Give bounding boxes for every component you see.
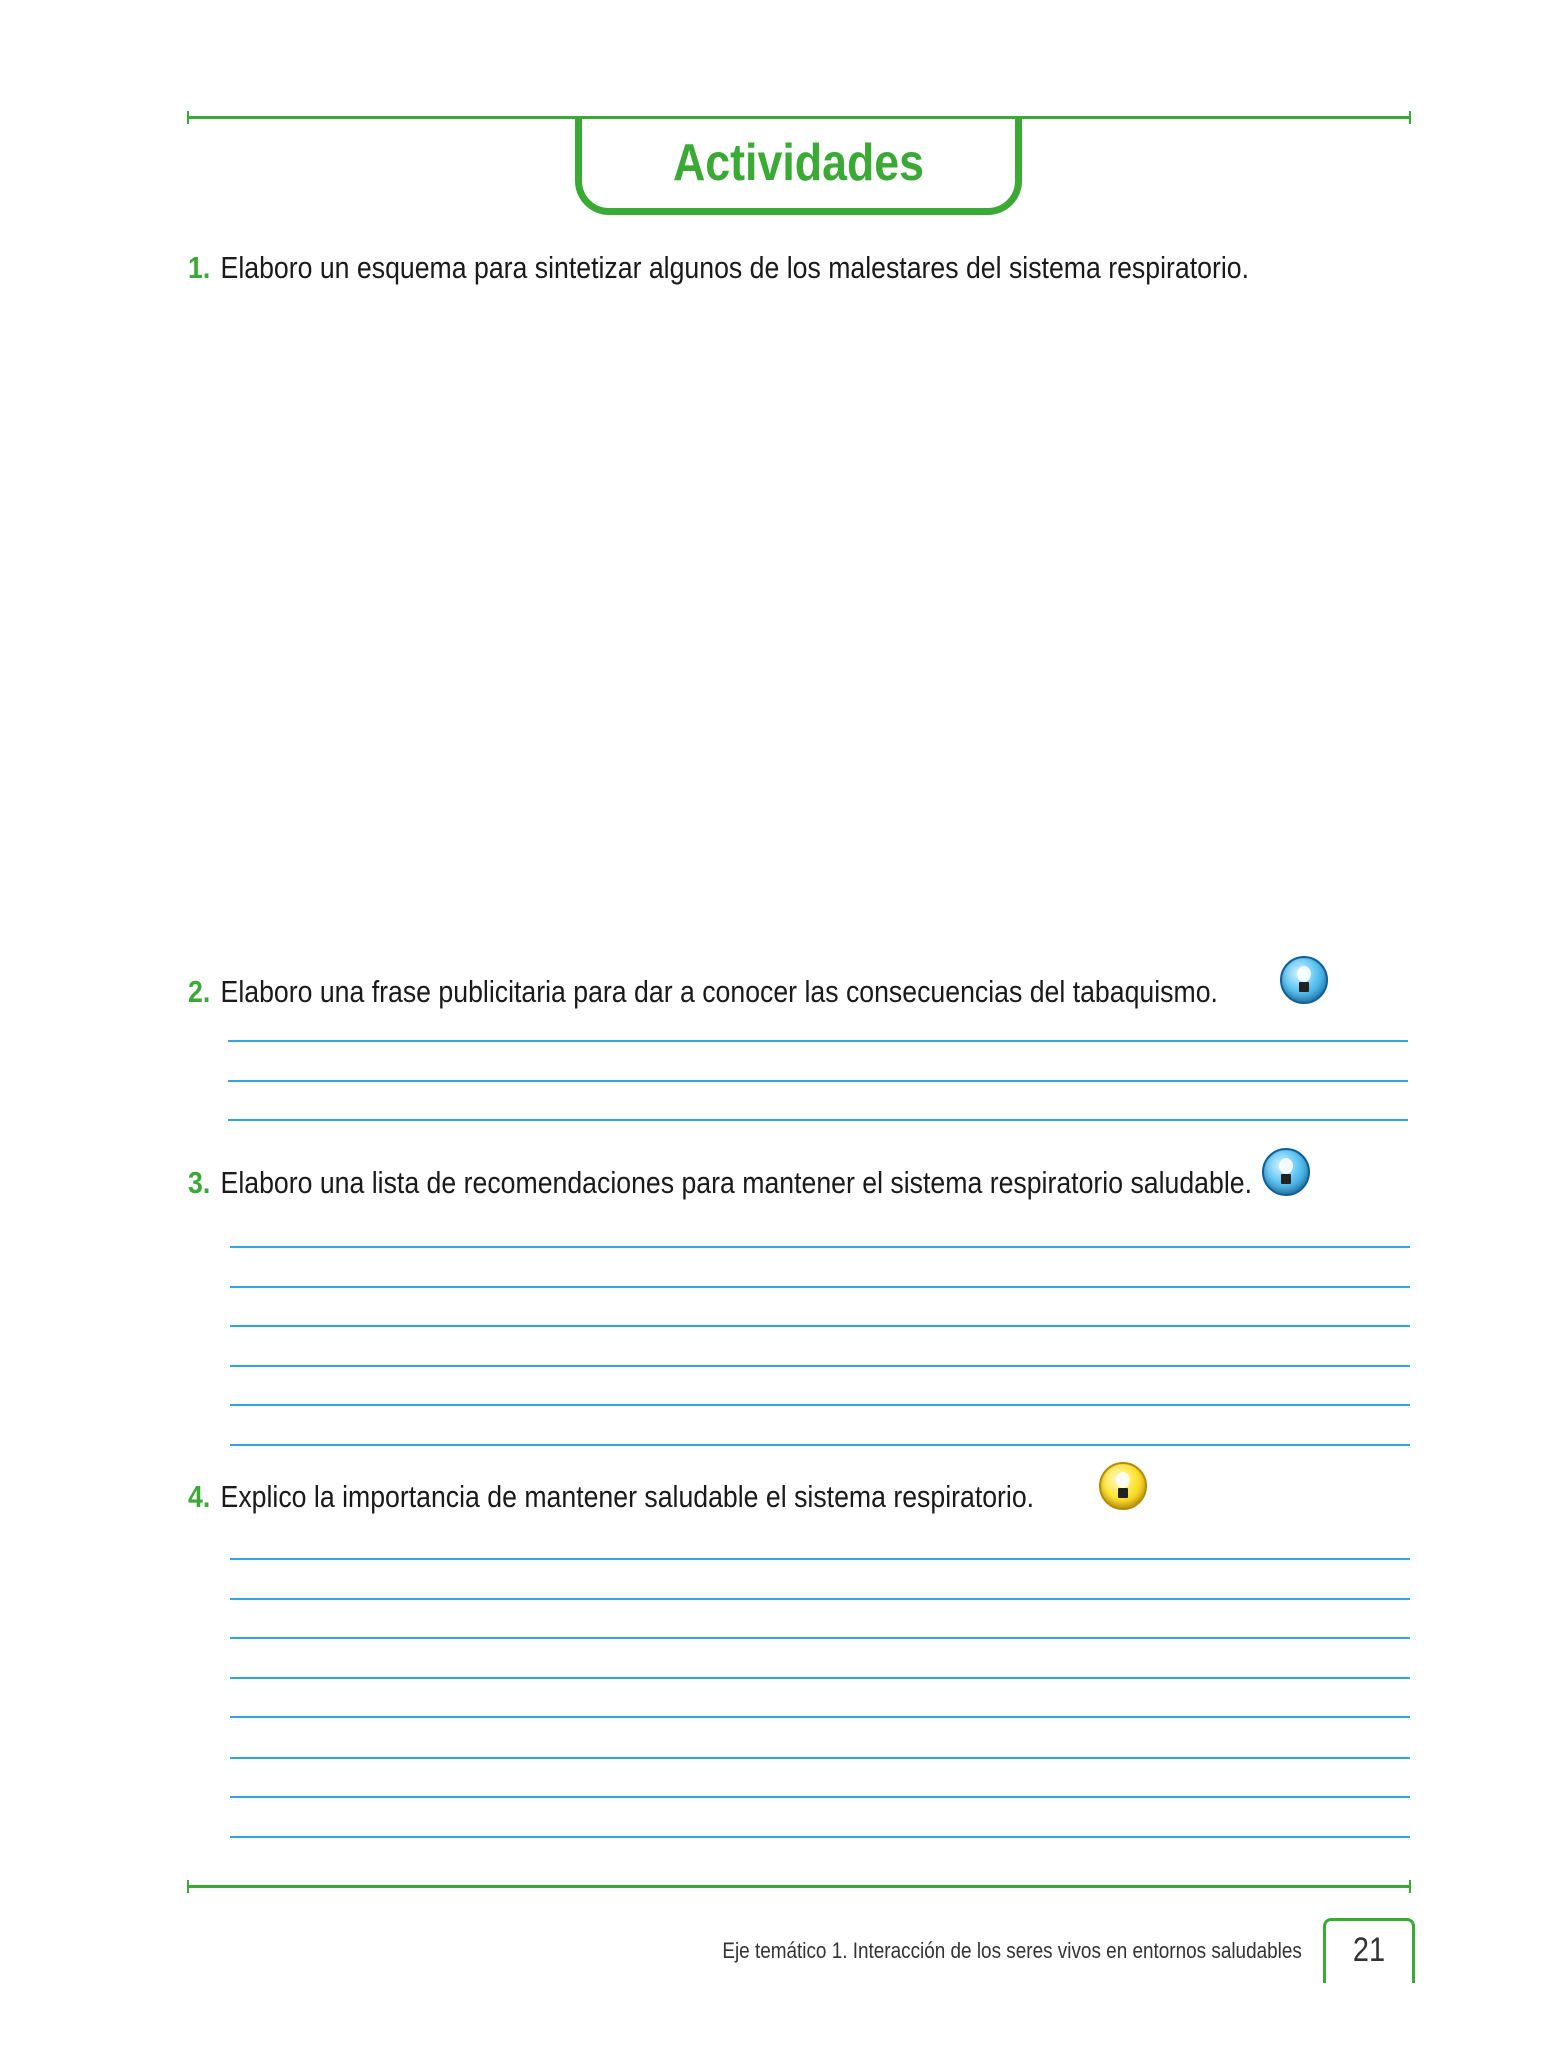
answer-line[interactable]: [228, 1080, 1408, 1082]
section-tab: [575, 117, 1022, 215]
answer-line[interactable]: [230, 1404, 1410, 1406]
page-number: 21: [1352, 1931, 1386, 1969]
question-number: 3.: [188, 1165, 211, 1200]
question-number: 2.: [188, 974, 211, 1009]
question-4: [188, 1479, 1034, 1515]
answer-line[interactable]: [230, 1796, 1410, 1798]
answer-line[interactable]: [230, 1637, 1410, 1639]
answer-line[interactable]: [228, 1119, 1408, 1121]
answer-line[interactable]: [230, 1365, 1410, 1367]
answer-line[interactable]: [230, 1677, 1410, 1679]
answer-line[interactable]: [230, 1836, 1410, 1838]
question-text: Elaboro una frase publicitaria para dar a conocer las consecuencias del tabaquismo.: [220, 974, 1218, 1009]
answer-line[interactable]: [228, 1040, 1408, 1042]
lightbulb-blue-icon: [1280, 956, 1328, 1004]
question-number: 4.: [188, 1479, 211, 1514]
lightbulb-blue-icon: [1262, 1148, 1310, 1196]
question-2: [188, 974, 1218, 1010]
page-title: Actividades: [672, 134, 925, 192]
answer-line[interactable]: [230, 1716, 1410, 1718]
bottom-rule: [187, 1885, 1411, 1888]
answer-area-1[interactable]: [188, 300, 1410, 940]
answer-line[interactable]: [230, 1757, 1410, 1759]
lightbulb-yellow-icon: [1099, 1462, 1147, 1510]
question-text: Elaboro una lista de recomendaciones para mantener el sistema respiratorio saludable.: [220, 1165, 1252, 1200]
question-number: 1.: [188, 250, 211, 285]
question-text: Elaboro un esquema para sintetizar algunos de los malestares del sistema respiratorio.: [220, 250, 1249, 285]
answer-line[interactable]: [230, 1286, 1410, 1288]
answer-line[interactable]: [230, 1246, 1410, 1248]
question-text: Explico la importancia de mantener saludable el sistema respiratorio.: [220, 1479, 1035, 1514]
page-number-box: [1323, 1918, 1415, 1983]
answer-line[interactable]: [230, 1325, 1410, 1327]
question-3: [188, 1165, 1252, 1201]
answer-line[interactable]: [230, 1558, 1410, 1560]
question-1: [188, 250, 1249, 286]
footer-chapter-title: Eje temático 1. Interacción de los seres vivos en entornos saludables: [722, 1938, 1302, 1963]
answer-line[interactable]: [230, 1444, 1410, 1446]
answer-line[interactable]: [230, 1598, 1410, 1600]
